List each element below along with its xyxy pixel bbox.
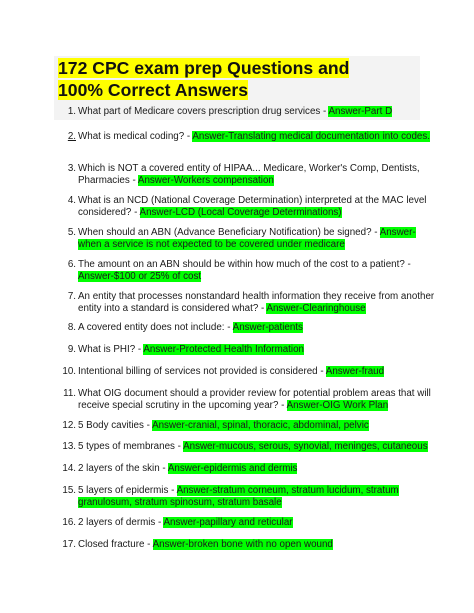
question-text: 2 layers of the skin - (78, 463, 168, 474)
question-text: What is an NCD (National Coverage Determination) interpreted at the MAC level considered? - (78, 195, 427, 219)
answer-text: Answer-stratum corneum, stratum lucidum, stratum granulosum, stratum spinosum, stratum basale (78, 485, 399, 509)
question-text: 5 types of membranes - (78, 441, 184, 452)
question-text: 5 layers of epidermis - (78, 485, 177, 496)
list-item: 13. 5 types of membranes - Answer-mucous, serous, synovial, meninges, cutaneous (62, 441, 428, 452)
question-text: What is PHI? - (78, 344, 144, 355)
list-item: 10. Intentional billing of services not provided is considered - Answer-fraud (62, 366, 385, 377)
list-item: 8. A covered entity does not include: - Answer-patients (67, 322, 303, 333)
question-text: 5 Body cavities - (78, 420, 153, 431)
list-item: 6. The amount on an ABN should be within how much of the cost to a patient? - Answer-$100 or 25% of cost (67, 259, 411, 283)
list-item: 17. Closed fracture - Answer-broken bone with no open wound (62, 539, 333, 550)
answer-text: Answer-patients (232, 322, 303, 333)
list-item: 16. 2 layers of dermis - Answer-papillary and reticular (62, 517, 293, 528)
answer-text: Answer-fraud (325, 366, 385, 377)
answer-text: Answer-$100 or 25% of cost (78, 271, 202, 283)
list-item: 11. What OIG document should a provider review for potential problem areas that will receive special scrutiny in the upcoming year? - Answer-OIG Work Plan (63, 388, 431, 412)
list-item: 15. 5 layers of epidermis - Answer-stratum corneum, stratum lucidum, stratum granulosum, stratum spinosum, stratum basale (62, 485, 399, 509)
question-text: What is medical coding? - (78, 131, 193, 142)
question-text: Which is NOT a covered entity of HIPAA... Medicare, Worker's Comp, Dentists, Pharmacies - (78, 163, 420, 187)
list-item: 14. 2 layers of the skin - Answer-epidermis and dermis (62, 463, 298, 474)
list-item: 9. What is PHI? - Answer-Protected Health Information (67, 344, 304, 355)
list-item: 3. Which is NOT a covered entity of HIPAA... Medicare, Worker's Comp, Dentists, Pharmacies - Answer-Workers compensation (67, 163, 420, 187)
document-title-line-2: 100% Correct Answers (58, 80, 249, 100)
list-item: 4. What is an NCD (National Coverage Determination) interpreted at the MAC level considered? - Answer-LCD (Local Coverage Determinations) (67, 195, 427, 219)
question-text: When should an ABN (Advance Beneficiary Notification) be signed? - (78, 227, 380, 238)
list-item: 1. What part of Medicare covers prescription drug services - Answer-Part D (67, 106, 393, 117)
answer-text: Answer-Workers compensation (137, 175, 274, 187)
list-item: 7. An entity that processes nonstandard health information they receive from another entity into a standard is considered what? - Answer-Clearinghouse (67, 291, 435, 315)
question-text: What part of Medicare covers prescription drug services - (78, 106, 329, 117)
answer-text: Answer-when a service is not expected to be covered under medicare (78, 227, 416, 251)
document-title-line-1: 172 CPC exam prep Questions and (58, 58, 350, 78)
answer-text: Answer-mucous, serous, synovial, meninges, cutaneous (183, 441, 428, 452)
answer-text: Answer-Clearinghouse (266, 303, 366, 315)
answer-text: Answer-cranial, spinal, thoracic, abdominal, pelvic (152, 420, 369, 431)
answer-text: Answer-LCD (Local Coverage Determinations) (139, 207, 342, 219)
question-text: 2 layers of dermis - (78, 517, 164, 528)
list-item: 5. When should an ABN (Advance Beneficiary Notification) be signed? - Answer-when a service is not expected to be covered under medicare (67, 227, 416, 251)
question-text: An entity that processes nonstandard health information they receive from another entity into a standard is considered what? - (78, 291, 435, 315)
question-text: The amount on an ABN should be within how much of the cost to a patient? - (78, 259, 411, 270)
question-text: Intentional billing of services not provided is considered - (78, 366, 326, 377)
question-text: A covered entity does not include: - (78, 322, 233, 333)
question-text: What OIG document should a provider review for potential problem areas that will receive special scrutiny in the upcoming year? - (78, 388, 431, 412)
answer-text: Answer-OIG Work Plan (286, 400, 389, 412)
answer-text: Answer-Part D (328, 106, 393, 117)
list-item: 12. 5 Body cavities - Answer-cranial, spinal, thoracic, abdominal, pelvic (62, 420, 369, 431)
question-text: Closed fracture - (78, 539, 153, 550)
answer-text: Answer-epidermis and dermis (167, 463, 298, 474)
answer-text: Answer-Protected Health Information (143, 344, 304, 355)
answer-text: Answer-broken bone with no open wound (152, 539, 333, 550)
answer-text: Answer-Translating medical documentation into codes. (192, 131, 430, 142)
answer-text: Answer-papillary and reticular (163, 517, 293, 528)
list-item: 2. What is medical coding? - Answer-Translating medical documentation into codes. (67, 131, 430, 142)
